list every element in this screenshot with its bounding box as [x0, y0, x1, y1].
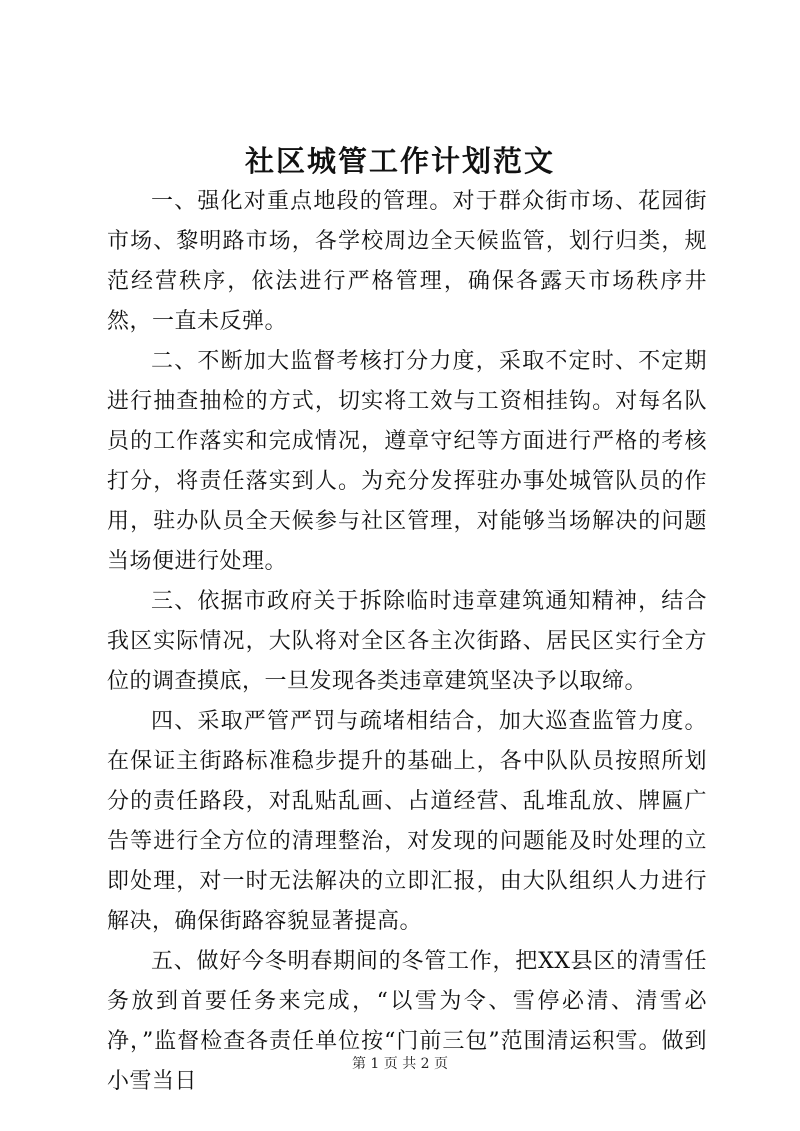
page-number-footer: 第 1 页 共 2 页	[351, 1056, 449, 1072]
paragraph-1: 一、强化对重点地段的管理。对于群众街市场、花园街市场、黎明路市场，各学校周边全天候监管，划行归类，规范经营秩序，依法进行严格管理，确保各露天市场秩序井然，一直未反弹。	[107, 189, 707, 334]
document-title: 社区城管工作计划范文	[244, 144, 555, 178]
paragraph-4: 四、采取严管严罚与疏堵相结合，加大巡查监管力度。在保证主街路标准稳步提升的基础上，各中队队员按照所划分的责任路段，对乱贴乱画、占道经营、乱堆乱放、牌匾广告等进行全方位的清理整治，对发现的问题能及时处理的立即处理，对一时无法解决的立即汇报，由大队组织人力进行解决，确保街路容貌显著提高。	[107, 709, 707, 934]
paragraph-3: 三、依据市政府关于拆除临时违章建筑通知精神，结合我区实际情况，大队将对全区各主次街路、居民区实行全方位的调查摸底，一旦发现各类违章建筑坚决予以取缔。	[107, 589, 707, 694]
paragraph-2: 二、不断加大监督考核打分力度，采取不定时、不定期进行抽查抽检的方式，切实将工效与工资相挂钩。对每名队员的工作落实和完成情况，遵章守纪等方面进行严格的考核打分，将责任落实到人。为充分发挥驻办事处城管队员的作用，驻办队员全天候参与社区管理，对能够当场解决的问题当场便进行处理。	[107, 349, 707, 574]
document-body	[107, 182, 707, 1102]
paragraph-5: 五、做好今冬明春期间的冬管工作，把XX县区的清雪任务放到首要任务来完成，“以雪为令、雪停必清、清雪必净，”监督检查各责任单位按“门前三包”范围清运积雪。做到小雪当日	[107, 949, 707, 1094]
